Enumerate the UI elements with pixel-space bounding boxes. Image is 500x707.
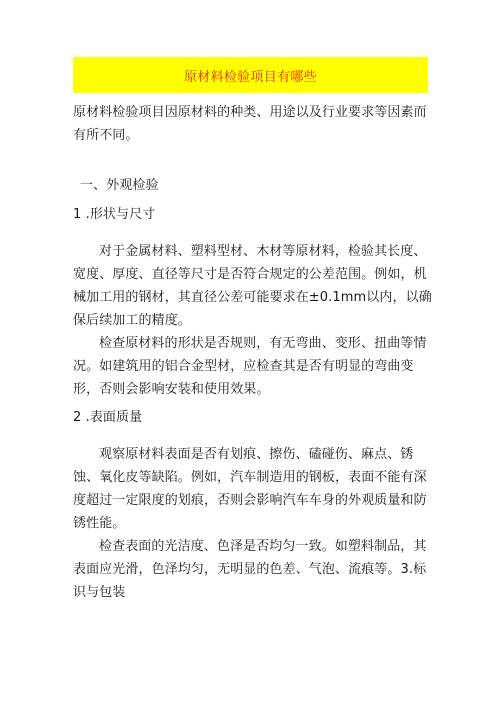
paragraph-surface-defects: 观察原材料表面是否有划痕、擦伤、磕碰伤、麻点、锈蚀、氧化皮等缺陷。例如，汽车制造用的钢板，表面不能有深度超过一定限度的划痕，否则会影响汽车车身的外观质量和防锈性能。	[73, 447, 427, 531]
subsection-heading-shape-size: 1 .形状与尺寸	[73, 207, 156, 222]
title-banner	[73, 57, 428, 93]
document-title: 原材料检验项目有哪些	[183, 69, 317, 85]
intro-paragraph: 原材料检验项目因原材料的种类、用途以及行业要求等因素而有所不同。	[73, 105, 427, 143]
paragraph-dimensions: 对于金属材料、塑料型材、木材等原材料，检验其长度、宽度、厚度、直径等尺寸是否符合规定的公差范围。例如，机械加工用的钢材，其直径公差可能要求在±0.1mm以内，以确保后续加工的精度。	[73, 244, 432, 328]
paragraph-shape: 检查原材料的形状是否规则，有无弯曲、变形、扭曲等情况。如建筑用的铝合金型材，应检查其是否有明显的弯曲变形，否则会影响安装和使用效果。	[73, 336, 427, 397]
subsection-heading-surface-quality: 2 .表面质量	[73, 410, 143, 425]
document-body	[73, 98, 433, 604]
section-heading: 一、外观检验	[80, 178, 159, 193]
paragraph-surface-finish: 检查表面的光洁度、色泽是否均匀一致。如塑料制品，其表面应光滑，色泽均匀，无明显的色差、气泡、流痕等。3.标识与包装	[73, 539, 427, 600]
